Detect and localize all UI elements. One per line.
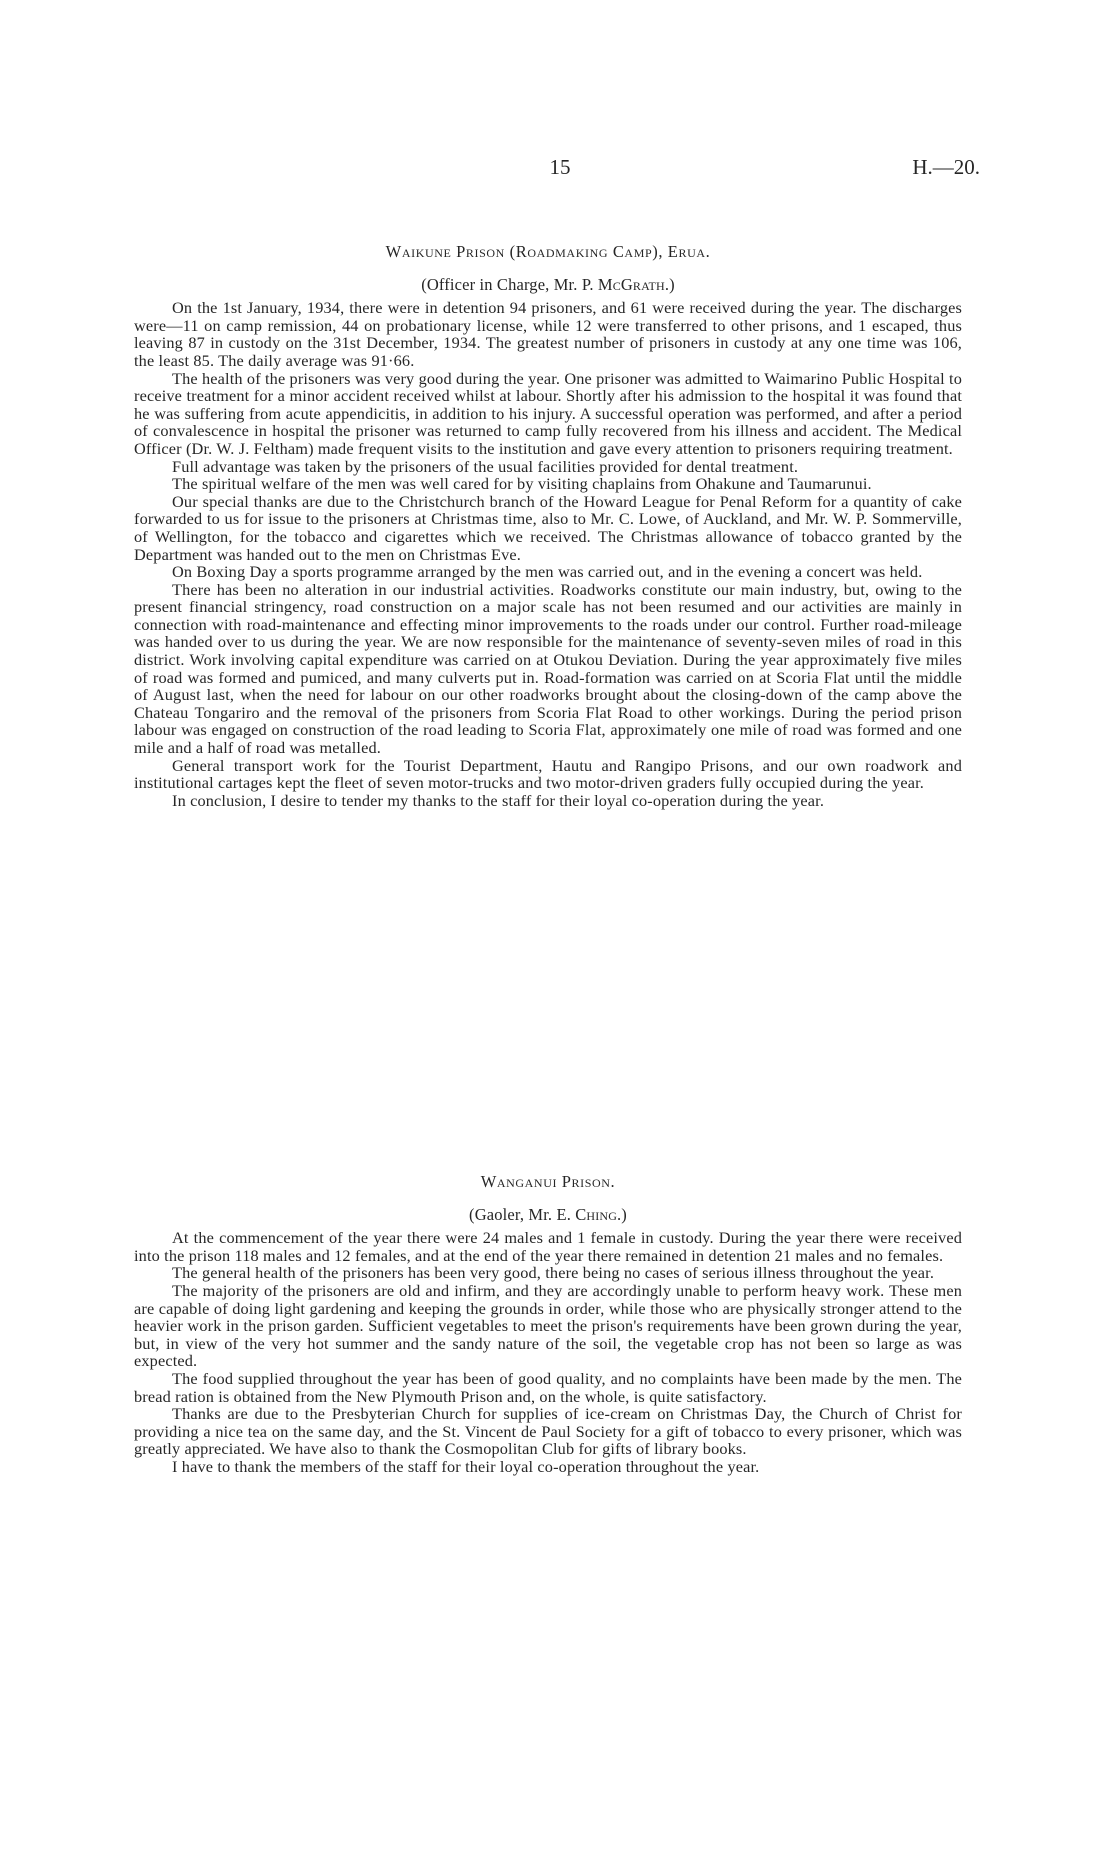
section-title: Wanganui Prison.	[480, 1172, 616, 1191]
document-reference: H.—20.	[912, 155, 980, 179]
paragraph: Thanks are due to the Presbyterian Church for supplies of ice-cream on Christmas Day, the Church of Christ for providing a nice tea on the same day, and the St. Vincent de Paul Society for a gift of tobacco to every prisoner, which was greatly appreciated. We have also to thank the Cosmopolitan Club for gifts of library books.	[134, 1404, 962, 1459]
paragraph: The spiritual welfare of the men was well cared for by visiting chaplains from Ohakune and Taumarunui.	[172, 474, 872, 494]
officer-prefix: (Officer in Charge, Mr. P.	[421, 274, 598, 294]
paragraph: The health of the prisoners was very good during the year. One prisoner was admitted to Waimarino Public Hospital to receive treatment for a minor accident received whilst at labour. Shortly after his admission to the hospital it was found that he was suffering from acute appendicitis, in addition to his injury. A successful operation was performed, and after a period of convalescence in hospital the prisoner was returned to camp fully recovered from his illness and accident. The Medical Officer (Dr. W. J. Feltham) made frequent visits to the institution and gave every attention to prisoners requiring treatment.	[134, 368, 962, 458]
section-waikune	[134, 243, 962, 809]
section-title: Waikune Prison (Roadmaking Camp), Erua.	[385, 242, 711, 261]
officer-suffix: .)	[617, 1204, 627, 1224]
paragraph: I have to thank the members of the staff for their loyal co-operation throughout the year.	[172, 1456, 760, 1476]
paragraph: There has been no alteration in our industrial activities. Roadworks constitute our main industry, but, owing to the present financial stringency, road construction on a major scale has not been resumed and our activities are mainly in connection with road-maintenance and effecting minor improvements to the roads under our control. Further road-mileage was handed over to us during the year. We are now responsible for the maintenance of seventy-seven miles of road in this district. Work involving capital expenditure was carried on at Otukou Deviation. During the year approximately five miles of road was formed and pumiced, and many culverts put in. Road-formation was carried on at Scoria Flat until the middle of August last, when the need for labour on our other roadworks brought about the closing-down of the camp above the Chateau Tongariro and the removal of the prisoners from Scoria Flat Road to other workings. During the period prison labour was engaged on construction of the road leading to Scoria Flat, approximately one mile of road was formed and one mile and a half of road was metalled.	[134, 579, 962, 758]
paragraph: The majority of the prisoners are old and infirm, and they are accordingly unable to perform heavy work. These men are capable of doing light gardening and keeping the grounds in order, while those who are physically stronger attend to the heavier work in the prison garden. Sufficient vegetables to meet the prison's requirements have been grown during the year, but, in view of the very hot summer and the sandy nature of the soil, the vegetable crop has not been so large as was expected.	[134, 1280, 962, 1371]
officer-name: McGrath	[597, 274, 665, 294]
paragraph: On the 1st January, 1934, there were in detention 94 prisoners, and 61 were received during the year. The discharges were—11 on camp remission, 44 on probationary license, while 12 were transferred to other prisons, and 1 escaped, thus leaving 87 in custody on the 31st December, 1934. The greatest number of prisoners in custody at any one time was 106, the least 85. The daily average was 91·66.	[134, 298, 962, 370]
paragraph: On Boxing Day a sports programme arranged by the men was carried out, and in the evening a concert was held.	[172, 562, 923, 582]
page-number: 15	[549, 155, 571, 179]
section-wanganui	[134, 1173, 962, 1476]
paragraph: The general health of the prisoners has been very good, there being no cases of serious illness throughout the year.	[172, 1263, 935, 1283]
officer-prefix: (Gaoler, Mr. E.	[469, 1204, 576, 1224]
paragraph: In conclusion, I desire to tender my thanks to the staff for their loyal co-operation during the year.	[172, 790, 825, 810]
officer-suffix: .)	[664, 274, 675, 294]
section-officer	[134, 276, 962, 294]
paragraph: The food supplied throughout the year has been of good quality, and no complaints have been made by the men. The bread ration is obtained from the New Plymouth Prison and, on the whole, is quite satisfactory.	[134, 1368, 962, 1406]
paragraph: At the commencement of the year there were 24 males and 1 female in custody. During the year there were received into the prison 118 males and 12 females, and at the end of the year there remained in detention 21 males and no females.	[134, 1228, 962, 1265]
officer-name: Ching	[575, 1204, 618, 1224]
paragraph: Our special thanks are due to the Christchurch branch of the Howard League for Penal Reform for a quantity of cake forwarded to us for issue to the prisoners at Christmas time, also to Mr. C. Lowe, of Auckland, and Mr. W. P. Sommerville, of Wellington, for the tobacco and cigarettes which we received. The Christmas allowance of tobacco granted by the Department was handed out to the men on Christmas Eve.	[134, 491, 962, 564]
paragraph: General transport work for the Tourist Department, Hautu and Rangipo Prisons, and our own roadwork and institutional cartages kept the fleet of seven motor-trucks and two motor-driven graders fully occupied during the year.	[134, 755, 962, 793]
section-officer	[134, 1206, 962, 1224]
paragraph: Full advantage was taken by the prisoners of the usual facilities provided for dental treatment.	[172, 456, 799, 476]
